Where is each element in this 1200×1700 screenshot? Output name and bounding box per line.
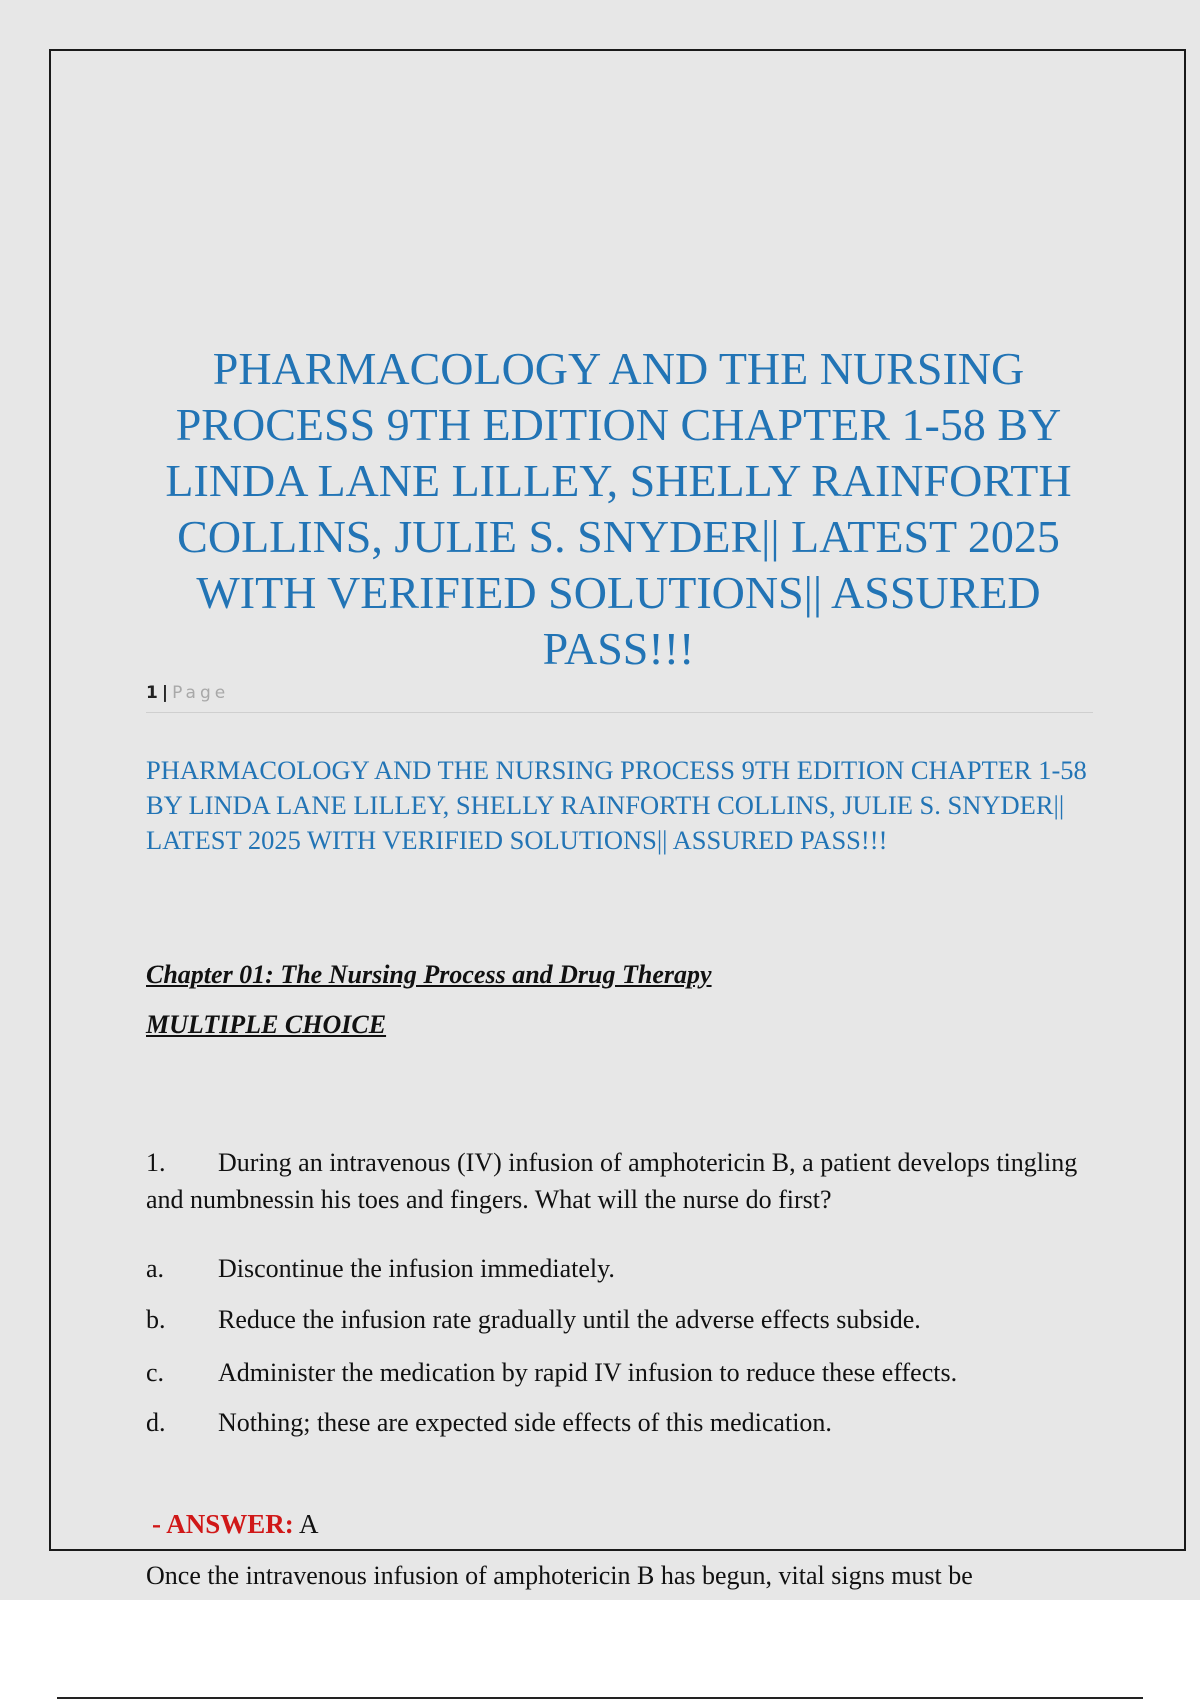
cover-title: PHARMACOLOGY AND THE NURSING PROCESS 9TH EDITION CHAPTER 1-58 BY LINDA LANE LILLEY, SHELLY RAINFORTH COLLINS, JULIE S. SNYDER|| LATEST 2025 WITH VERIFIED SOLUTIONS|| ASSURED PASS!!! xyxy=(165,343,1072,674)
option-letter: c. xyxy=(146,1358,165,1387)
option-letter: b. xyxy=(146,1305,166,1334)
document-page xyxy=(49,49,1186,1590)
chapter-heading: Chapter 01: The Nursing Process and Drug Therapy xyxy=(146,960,712,989)
option-text: Discontinue the infusion immediately. xyxy=(218,1254,615,1283)
option-letter: a. xyxy=(146,1254,165,1283)
page-number-label: Page xyxy=(172,683,230,703)
option-letter: d. xyxy=(146,1408,166,1437)
option-text: Nothing; these are expected side effects of this medication. xyxy=(218,1408,832,1437)
option-c xyxy=(146,1354,1106,1391)
option-text: Reduce the infusion rate gradually until the adverse effects subside. xyxy=(218,1305,921,1334)
answer-value: A xyxy=(299,1509,319,1539)
answer-label: - ANSWER: xyxy=(152,1509,294,1539)
question-text: During an intravenous (IV) infusion of amphotericin B, a patient develops tingling and numbnessin his toes and fingers. What will the nurse do first? xyxy=(146,1148,1078,1214)
option-text: Administer the medication by rapid IV infusion to reduce these effects. xyxy=(218,1358,958,1387)
option-b xyxy=(146,1301,1106,1338)
option-d xyxy=(146,1404,1106,1441)
question-1 xyxy=(146,1144,1106,1218)
footer-divider xyxy=(57,1697,1143,1699)
question-number: 1. xyxy=(146,1148,166,1177)
option-a xyxy=(146,1250,1106,1287)
page-divider xyxy=(146,712,1093,713)
answer-explanation: Once the intravenous infusion of amphotericin B has begun, vital signs must be xyxy=(146,1561,973,1590)
page-number xyxy=(146,683,229,703)
answer-line xyxy=(152,1506,319,1543)
document-header-title: PHARMACOLOGY AND THE NURSING PROCESS 9TH EDITION CHAPTER 1-58 BY LINDA LANE LILLEY, SHELLY RAINFORTH COLLINS, JULIE S. SNYDER|| LATEST 2025 WITH VERIFIED SOLUTIONS|| ASSURED PASS!!! xyxy=(146,755,1087,855)
page-number-value: 1 xyxy=(146,683,158,703)
section-heading: MULTIPLE CHOICE xyxy=(146,1010,387,1039)
page-number-separator: | xyxy=(161,683,169,703)
